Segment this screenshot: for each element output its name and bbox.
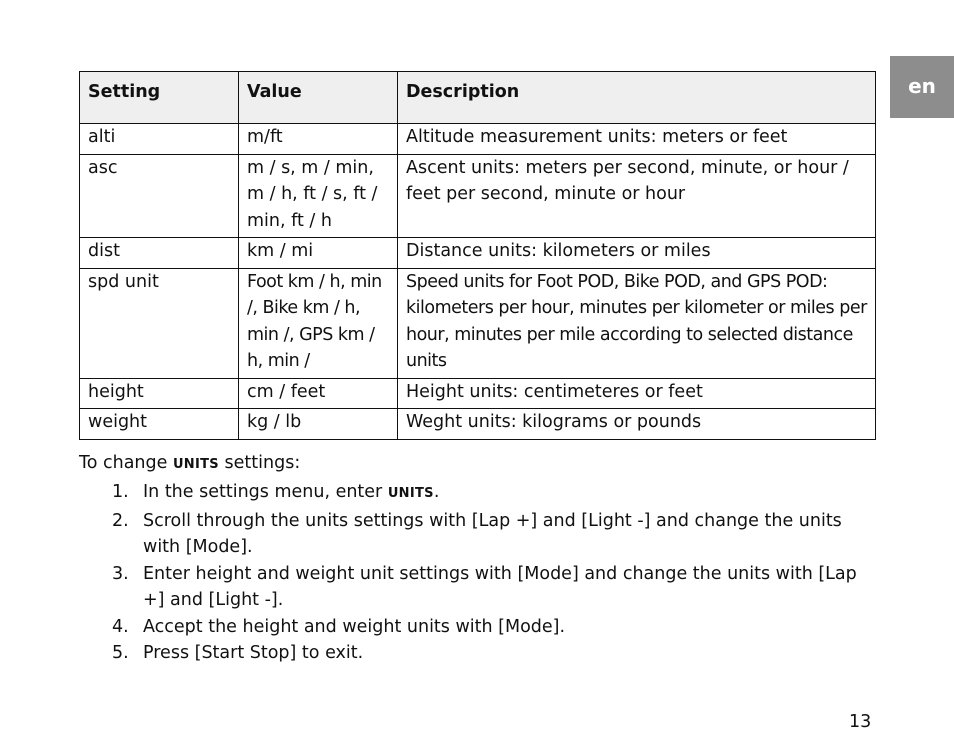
setting-cell: weight (80, 409, 239, 440)
list-item (79, 508, 879, 561)
intro-paragraph (79, 450, 300, 479)
value-cell: kg / lb (239, 409, 398, 440)
list-item (79, 479, 879, 508)
column-header-description: Description (398, 72, 876, 124)
column-header-value: Value (239, 72, 398, 124)
units-keyword: UNITS (387, 486, 434, 501)
steps-list (79, 479, 879, 667)
table-row (80, 238, 876, 269)
units-keyword: UNITS (172, 457, 219, 472)
step-text: Scroll through the units settings with [Lap +] and [Light -] and change the units with [Mode]. (143, 510, 842, 557)
value-cell: Foot km / h, min /, Bike km / h, min /, GPS km / h, min / (239, 268, 398, 378)
step-number: 2. (112, 510, 129, 531)
list-item (79, 561, 879, 614)
value-cell: m/ft (239, 124, 398, 155)
description-cell: Ascent units: meters per second, minute, or hour / feet per second, minute or hour (398, 154, 876, 238)
description-cell: Altitude measurement units: meters or feet (398, 124, 876, 155)
value-cell: cm / feet (239, 378, 398, 409)
step-text: Press [Start Stop] to exit. (143, 643, 364, 663)
table-row (80, 154, 876, 238)
description-cell: Height units: centimeteres or feet (398, 378, 876, 409)
table-header-row (80, 72, 876, 124)
step-text-after: . (433, 482, 440, 502)
step-text-before: In the settings menu, enter (143, 482, 388, 502)
page-number: 13 (849, 712, 872, 732)
step-number: 1. (112, 482, 129, 502)
units-settings-table (79, 71, 876, 440)
description-cell: Weght units: kilograms or pounds (398, 409, 876, 440)
list-item (79, 640, 879, 667)
step-number: 5. (112, 643, 129, 663)
setting-cell: spd unit (80, 268, 239, 378)
setting-cell: asc (80, 154, 239, 238)
table-row (80, 378, 876, 409)
step-number: 4. (112, 616, 129, 637)
description-cell: Distance units: kilometers or miles (398, 238, 876, 269)
step-number: 3. (112, 563, 129, 584)
setting-cell: dist (80, 238, 239, 269)
language-tab: en (890, 56, 954, 118)
intro-text-after: settings: (218, 453, 301, 473)
step-text: Enter height and weight unit settings with [Mode] and change the units with [Lap +] and [Light -]. (143, 563, 857, 610)
setting-cell: height (80, 378, 239, 409)
table-row (80, 124, 876, 155)
value-cell: km / mi (239, 238, 398, 269)
table-row (80, 409, 876, 440)
description-cell: Speed units for Foot POD, Bike POD, and GPS POD: kilometers per hour, minutes per kilometer or miles per hour, minutes per mile according to selected distance units (398, 268, 876, 378)
column-header-setting: Setting (80, 72, 239, 124)
list-item (79, 614, 879, 641)
step-text: Accept the height and weight units with [Mode]. (143, 616, 566, 637)
value-cell: m / s, m / min, m / h, ft / s, ft / min, ft / h (239, 154, 398, 238)
table-row (80, 268, 876, 378)
setting-cell: alti (80, 124, 239, 155)
intro-text-before: To change (79, 453, 173, 473)
